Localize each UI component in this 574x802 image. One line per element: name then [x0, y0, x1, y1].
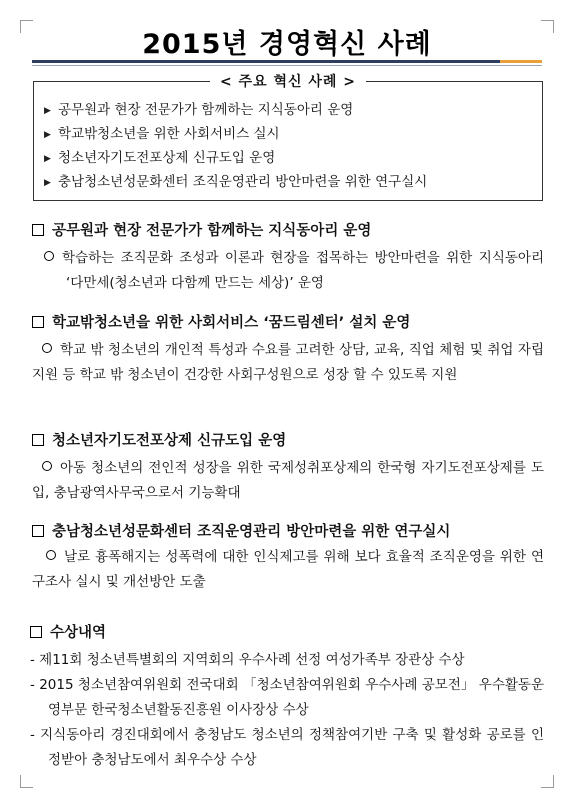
awards-list: [30, 648, 544, 773]
square-bullet-icon: [32, 434, 44, 446]
summary-item: ▶ 청소년자기도전포상제 신규도입 운영: [44, 146, 542, 170]
square-bullet-icon: [32, 316, 44, 328]
circle-bullet-icon: [46, 550, 56, 560]
section-heading: 공무원과 현장 전문가가 함께하는 지식동아리 운영: [32, 220, 544, 242]
title-rule-accent: [500, 60, 542, 63]
triangle-bullet-icon: ▶: [44, 130, 51, 140]
section-knowledge-club: [32, 220, 544, 296]
section-out-of-school: [32, 312, 544, 388]
triangle-bullet-icon: ▶: [44, 154, 51, 164]
square-bullet-icon: [32, 525, 44, 537]
section-heading: 수상내역: [30, 622, 544, 644]
summary-item: ▶ 학교밖청소년을 위한 사회서비스 실시: [44, 122, 542, 146]
section-self-challenge: [32, 430, 544, 506]
award-item: - 2015 청소년참여위원회 전국대회 「청소년참여위원회 우수사례 공모전」 우수활동운영부문 한국청소년활동진흥원 이사장상 수상: [30, 677, 544, 718]
section-body: 날로 흉폭해지는 성폭력에 대한 인식제고를 위해 보다 효율적 조직운영을 위한 연구조사 실시 및 개선방안 도출: [32, 549, 544, 590]
page-corner-mark: [541, 775, 554, 788]
summary-box-heading: < 주요 혁신 사례 >: [210, 74, 366, 90]
circle-bullet-icon: [42, 461, 52, 471]
section-sex-culture-center: [32, 521, 544, 595]
section-heading: 학교밖청소년을 위한 사회서비스 ‘꿈드림센터’ 설치 운영: [32, 312, 544, 334]
triangle-bullet-icon: ▶: [44, 106, 51, 116]
section-body: 아동 청소년의 전인적 성장을 위한 국제성취포상제의 한국형 자기도전포상제를 도입, 충남광역사무국으로서 기능확대: [32, 460, 544, 501]
section-body: 학교 밖 청소년의 개인적 특성과 수요를 고려한 상담, 교육, 직업 체험 및 취업 자립지원 등 학교 밖 청소년이 건강한 사회구성원으로 성장 할 수 있도록 지원: [32, 342, 544, 383]
award-item: - 지식동아리 경진대회에서 충청남도 청소년의 정책참여기반 구축 및 활성화 공로를 인정받아 충청남도에서 최우수상 수상: [30, 727, 544, 768]
title-rule-thin: [32, 65, 542, 66]
section-awards: [30, 622, 544, 773]
square-bullet-icon: [30, 626, 42, 638]
section-heading: 충남청소년성문화센터 조직운영관리 방안마련을 위한 연구실시: [32, 521, 544, 543]
circle-bullet-icon: [42, 343, 52, 353]
summary-item: ▶ 공무원과 현장 전문가가 함께하는 지식동아리 운영: [44, 98, 542, 122]
section-body: 학습하는 조직문화 조성과 이론과 현장을 접목하는 방안마련을 위한 지식동아리 ‘다만세(청소년과 다함께 만드는 세상)’ 운영: [32, 246, 544, 296]
section-heading: 청소년자기도전포상제 신규도입 운영: [32, 430, 544, 452]
award-item: - 제11회 청소년특별회의 지역회의 우수사례 선정 여성가족부 장관상 수상: [30, 652, 465, 668]
triangle-bullet-icon: ▶: [44, 178, 51, 188]
page-title: 2015년 경영혁신 사례: [142, 29, 432, 60]
summary-item: ▶ 충남청소년성문화센터 조직운영관리 방안마련을 위한 연구실시: [44, 170, 542, 194]
summary-box: [33, 74, 543, 201]
summary-list: [34, 82, 542, 194]
square-bullet-icon: [32, 224, 44, 236]
circle-bullet-icon: [44, 251, 54, 261]
page-corner-mark: [20, 775, 33, 788]
title-rule: [32, 60, 542, 63]
